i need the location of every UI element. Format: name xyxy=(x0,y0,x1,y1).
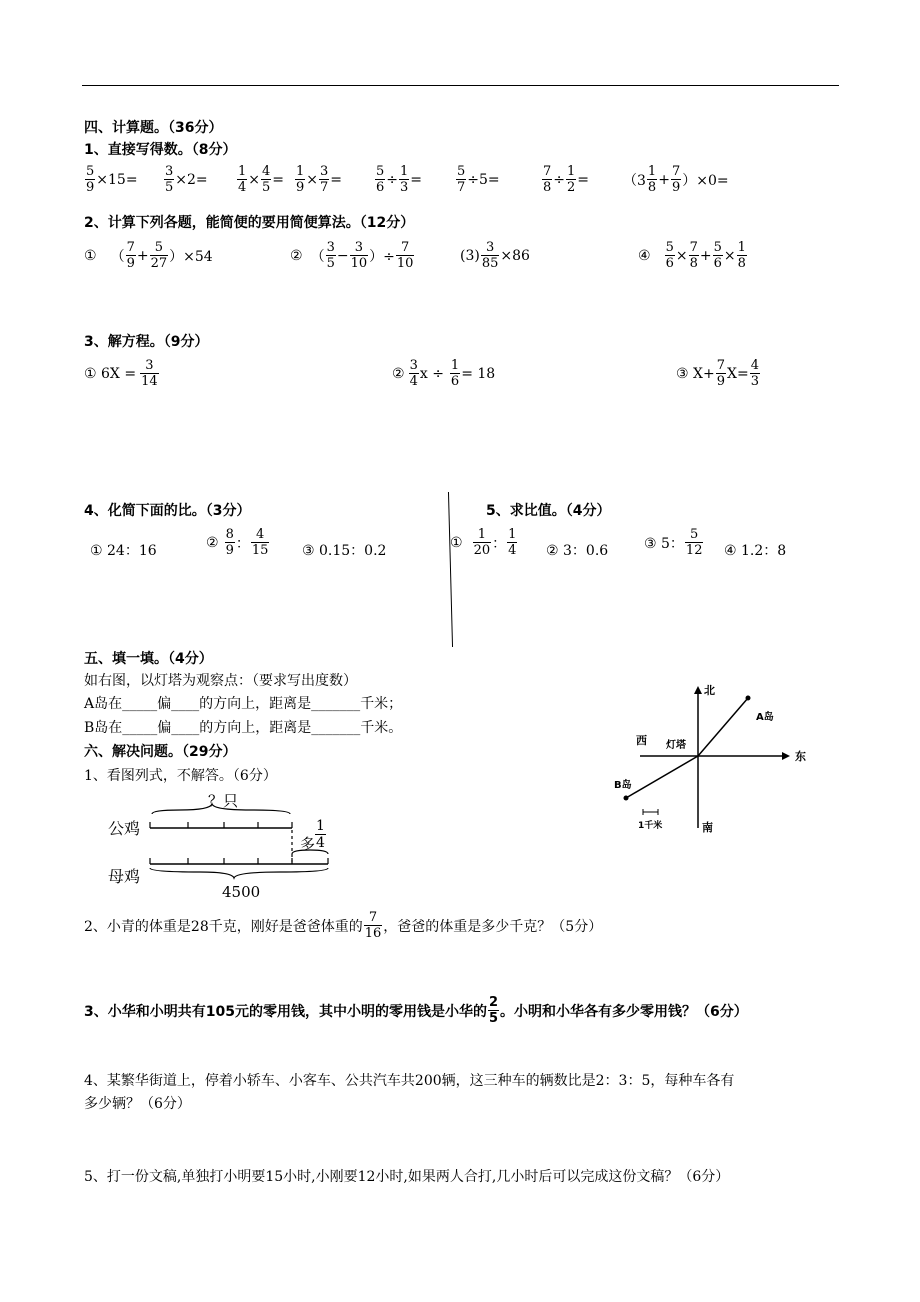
rooster-top-brace xyxy=(152,804,290,814)
sec5-line-a: A岛在_____偏____的方向上，距离是_______千米； xyxy=(84,696,403,712)
p4-line2: 多少辆？（6分） xyxy=(84,1096,191,1112)
q5-item-d: ④ 1.2：8 xyxy=(724,543,787,559)
label-island-b: B岛 xyxy=(614,780,632,791)
q2-item-b: ② （ $\frac{3}{5}$ − $\frac{3}{10}$ ）÷ $\frac{7}{10}$ xyxy=(290,240,414,271)
q2-title: 2、计算下列各题，能简便的要用简便算法。（12分） xyxy=(84,215,415,231)
q1-item-1: $\frac{5}{9}$ ×15= xyxy=(86,164,138,195)
label-east: 东 xyxy=(795,750,806,763)
q5-item-a: ① $\frac{1}{20}$ ： $\frac{1}{4}$ xyxy=(450,527,517,558)
q4-item-b: ② $\frac{8}{9}$ ： $\frac{4}{15}$ xyxy=(206,527,269,558)
q4-title: 4、化简下面的比。（3分） xyxy=(84,503,251,519)
q2-item-c: (3) $\frac{3}{85}$ ×86 xyxy=(460,240,530,271)
p3-line: 3、小华和小明共有105元的零用钱，其中小明的零用钱是小华的 $\frac{2}{5}$ 。小明和小华各有多少零用钱？（6分） xyxy=(84,995,748,1026)
q1-item-3: $\frac{1}{4}$ × $\frac{4}{5}$ = xyxy=(238,164,285,195)
line-to-island-b xyxy=(626,756,698,798)
east-arrow-icon xyxy=(782,752,790,760)
rooster-label: 公鸡 xyxy=(108,819,141,838)
q1-item-7: $\frac{7}{8}$ ÷ $\frac{1}{2}$ = xyxy=(543,164,590,195)
island-b-dot xyxy=(624,796,629,801)
q2-item-d: ④ $\frac{5}{6}$ × $\frac{7}{8}$ + $\frac{5}{6}$ × $\frac{1}{8}$ xyxy=(638,240,746,271)
q1-item-2: $\frac{3}{5}$ ×2= xyxy=(165,164,208,195)
q5-title: 5、求比值。（4分） xyxy=(486,503,611,519)
label-west: 西 xyxy=(636,734,647,747)
p4-line1: 4、某繁华街道上，停着小轿车、小客车、公共汽车共200辆，这三种车的辆数比是2：3：5，每种车各有 xyxy=(84,1073,735,1089)
more-brace xyxy=(292,850,328,854)
hen-label: 母鸡 xyxy=(108,867,141,886)
chicken-diagram xyxy=(140,800,340,890)
label-north: 北 xyxy=(704,684,715,697)
q5-item-c: ③ 5： $\frac{5}{12}$ xyxy=(644,527,703,558)
p5-line: 5、打一份文稿,单独打小明要15小时,小刚要12小时,如果两人合打,几小时后可以完成这份文稿？（6分） xyxy=(84,1169,730,1185)
q1-item-8: （3 $\frac{1}{8}$ + $\frac{7}{9}$ ）×0= xyxy=(623,164,729,195)
label-south: 南 xyxy=(702,821,713,834)
line-to-island-a xyxy=(698,698,748,756)
q3-item-a: ① 6X = $\frac{3}{14}$ xyxy=(84,358,158,389)
p2-line: 2、小青的体重是28千克，刚好是爸爸体重的 $\frac{7}{16}$ ，爸爸的体重是多少千克？（5分） xyxy=(84,910,603,941)
top-rule xyxy=(82,85,839,86)
section-6-title: 六、解决问题。（29分） xyxy=(84,744,237,760)
more-fraction: $\frac{1}{4}$ xyxy=(316,818,325,851)
label-tower: 灯塔 xyxy=(666,740,686,751)
compass-map xyxy=(610,680,810,840)
q1-title: 1、直接写得数。（8分） xyxy=(84,142,237,158)
q3-title: 3、解方程。（9分） xyxy=(84,334,209,350)
sec5-line1: 如右图，以灯塔为观察点：（要求写出度数） xyxy=(84,673,357,689)
total-label: 4500 xyxy=(222,883,261,901)
label-scale: 1千米 xyxy=(638,821,663,831)
q5-item-b: ② 3：0.6 xyxy=(546,543,609,559)
q4-item-c: ③ 0.15：0.2 xyxy=(302,543,387,559)
hen-bottom-brace xyxy=(150,868,328,878)
q2-item-a: ① （ $\frac{7}{9}$ + $\frac{5}{27}$ ）×54 xyxy=(84,240,213,271)
p1-question-label: ？只 xyxy=(208,792,239,810)
q3-item-c: ③ X+ $\frac{7}{9}$ X= $\frac{4}{3}$ xyxy=(676,358,759,389)
q1-item-5: $\frac{5}{6}$ ÷ $\frac{1}{3}$ = xyxy=(376,164,423,195)
section-4-title: 四、计算题。（36分） xyxy=(84,120,223,136)
island-a-dot xyxy=(746,696,751,701)
north-arrow-icon xyxy=(694,686,702,694)
q1-item-4: $\frac{1}{9}$ × $\frac{3}{7}$ = xyxy=(296,164,343,195)
q3-item-b: ② $\frac{3}{4}$ x ÷ $\frac{1}{6}$ = 18 xyxy=(392,358,496,389)
section-5-title: 五、填一填。（4分） xyxy=(84,651,213,667)
q1-item-6: $\frac{5}{7}$ ÷5= xyxy=(457,164,500,195)
divider-line xyxy=(448,492,453,647)
sec5-line-b: B岛在_____偏____的方向上，距离是_______千米。 xyxy=(84,720,403,736)
label-island-a: A岛 xyxy=(756,712,774,723)
more-label: 多 xyxy=(300,835,316,853)
p1-title: 1、看图列式，不解答。（6分） xyxy=(84,768,277,784)
q4-item-a: ① 24：16 xyxy=(90,543,157,559)
